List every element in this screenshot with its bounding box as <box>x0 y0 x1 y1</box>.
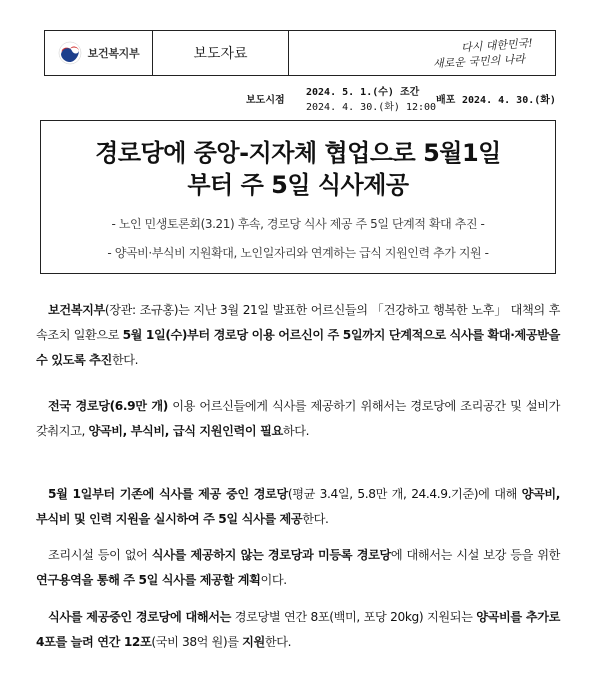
p4-text-2: 에 대해서는 시설 보강 등을 위한 <box>390 548 560 562</box>
distribution-date: 2024. 4. 30.(화) <box>462 95 556 106</box>
paragraph-1 <box>36 298 560 373</box>
p1-text-2: 한다. <box>111 353 139 367</box>
slogan-cell <box>289 31 555 75</box>
p3-bold-2: 양곡비, 부식비 및 인력 지원을 실시하여 주 5일 식사를 제공 <box>36 487 561 526</box>
p2-bold-2: 양곡비, 부식비, 급식 지원인력이 필요 <box>88 424 283 438</box>
release-time-2: 2024. 4. 30.(화) 12:00 <box>306 102 437 113</box>
p5-bold-3: 지원 <box>242 635 265 649</box>
paragraph-5 <box>36 605 560 655</box>
doc-type: 보도자료 <box>153 31 289 75</box>
p4-text-1: 조리시설 등이 없어 <box>48 548 152 562</box>
p1-bold-2: 5월 1일(수)부터 경로당 이용 어르신이 주 5일까지 단계적으로 식사를 확대·제공받을 수 있도록 추진 <box>36 328 560 367</box>
paragraph-4 <box>36 543 560 593</box>
p2-bold-1: 전국 경로당(6.9만 개) <box>48 399 168 413</box>
title-box <box>40 120 556 274</box>
header-table <box>44 30 556 76</box>
p4-bold-2: 연구용역을 통해 주 5일 식사를 제공할 계획 <box>36 573 261 587</box>
ministry-logo <box>45 31 153 75</box>
paragraph-2 <box>36 394 560 444</box>
p4-bold-1: 식사를 제공하지 않는 경로당과 미등록 경로당 <box>151 548 391 562</box>
p3-bold-1: 5월 1일부터 기존에 식사를 제공 중인 경로당 <box>48 487 288 501</box>
government-emblem-icon <box>58 41 82 65</box>
release-label: 보도시점 <box>246 95 285 106</box>
p3-text-2: 한다. <box>302 512 329 526</box>
headline <box>41 137 555 201</box>
distribution-label: 배포 <box>436 95 456 106</box>
ministry-name: 보건복지부 <box>87 47 140 60</box>
slogan-line2: 새로운 국민의 나라 <box>432 52 526 71</box>
p2-text-2: 하다. <box>282 424 310 438</box>
p5-bold-2: 양곡비를 추가로 4포를 늘려 연간 12포 <box>36 610 560 649</box>
slogan-line1: 다시 대한민국! <box>460 36 534 55</box>
headline-line2: 부터 주 5일 식사제공 <box>187 171 409 199</box>
p1-text-1: (장관: 조규홍)는 지난 3월 21일 발표한 어르신들의 「건강하고 행복한 노후」 대책의 후속조치 일환으로 <box>36 303 560 342</box>
p5-text-1: 경로당별 연간 8포(백미, 포당 20kg) 지원되는 <box>231 610 477 624</box>
paragraph-3 <box>36 482 560 532</box>
release-time-1: 2024. 5. 1.(수) 조간 <box>306 87 420 98</box>
p4-text-3: 이다. <box>260 573 287 587</box>
p2-text-1: 이용 어르신들에게 식사를 제공하기 위해서는 경로당에 조리공간 및 설비가 갖춰지고, <box>36 399 560 438</box>
headline-line1: 경로당에 중앙-지자체 협업으로 5월1일 <box>95 139 501 167</box>
p5-text-3: 한다. <box>264 635 292 649</box>
p5-text-2: (국비 38억 원)를 <box>151 635 243 649</box>
p3-text-1: (평균 3.4일, 5.8만 개, 24.4.9.기준)에 대해 <box>287 487 522 501</box>
p1-bold-1: 보건복지부 <box>48 303 105 317</box>
p5-bold-1: 식사를 제공중인 경로당에 대해서는 <box>48 610 232 624</box>
subtitle-2: - 양곡비·부식비 지원확대, 노인일자리와 연계하는 급식 지원인력 추가 지원 - <box>107 246 489 260</box>
subtitle-1: - 노인 민생토론회(3.21) 후속, 경로당 식사 제공 주 5일 단계적 확대 추진 - <box>111 217 485 231</box>
